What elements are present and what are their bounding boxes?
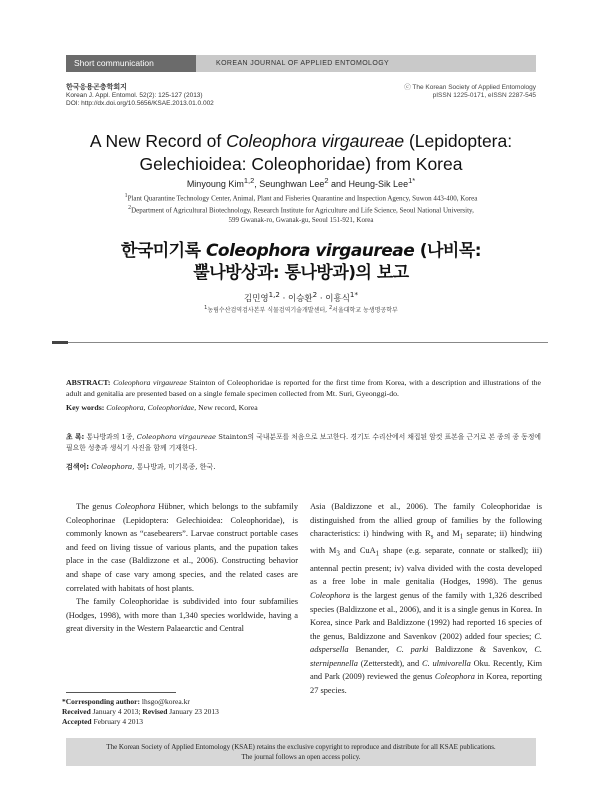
copyright-block (404, 84, 536, 100)
society-copyright: ⓒ The Korean Society of Applied Entomology (404, 84, 536, 91)
author-email[interactable]: lhsgo@korea.kr (140, 697, 190, 706)
abstract-kr: 초 록: 통나방과의 1종, Coleophora virgaureae Stainton의 국내분포를 처음으로 보고한다. 경기도 수리산에서 채집된 암컷 표본을 근거로 본 종의 종 동정에 필요한 성충과 생식기 사진을 함께 기재한다. (66, 433, 541, 452)
paragraph: The family Coleophoridae is subdivided into four subfamilies (Hodges, 1998), with more than 1,340 species worldwide, having a great diversity in the Western Palaearctic and Central (66, 597, 298, 634)
journal-name-kr: 한국응용곤충학회지 (66, 84, 127, 91)
doi-link[interactable]: DOI: http://dx.doi.org/10.5656/KSAE.2013.01.0.002 (66, 100, 214, 107)
author-list-kr: 김민영$^{1,2}$ · 이승환$^2$ · 이흥식$^{1*}$ (244, 290, 358, 304)
copyright-footer: The Korean Society of Applied Entomology (KSAE) retains the exclusive copyright to reproduce and distribute for all KSAE publications. The journal follows an open access policy. (66, 738, 536, 766)
affiliations (66, 192, 536, 225)
corresponding-author: *Corresponding author: lhsgo@korea.kr (62, 697, 190, 706)
footnote-divider (66, 692, 176, 693)
title-species: Coleophora virgaureae (226, 131, 405, 151)
affiliations-kr: $^1$농림수산검역검사본부 식물검역기술개발센터, $^2$서울대학교 농생명공학부 (204, 305, 398, 314)
keywords: Key words: Coleophora, Coleophoridae, New record, Korea (66, 403, 258, 412)
citation: Korean J. Appl. Entomol. 52(2): 125-127 (2013) (66, 92, 203, 99)
issn: pISSN 1225-0171, eISSN 2287-545 (432, 92, 536, 99)
article-title-kr: 한국미기록 Coleophora virgaureae (나비목: 뿔나방상과: 통나방과)의 보고 (120, 241, 482, 283)
paragraph: The genus Coleophora Hübner, which belongs to the subfamily Coleophorinae (Lepidoptera: Gelechioidea: Coleophoridae), is commonly known as “casebearers”. Larvae construct portable cases and feed on living tissue of various plants, and the pupation takes place in the case (Baldizzone et al., 2006). Constructing behavior and shape of case vary among species, and the related cases are correlated with habitats of host plants. (66, 502, 299, 593)
body-column-left (66, 500, 298, 636)
footnotes (62, 697, 219, 727)
keywords-kr: 검색어: Coleophora, 통나방과, 미기록종, 한국. (66, 463, 216, 471)
author-list: Minyoung Kim$^{1,2}$, Seunghwan Lee$^2$ and Heung-Sik Lee$^{1*}$ (186, 176, 416, 189)
body-column-right (310, 500, 542, 698)
affiliation-1: $^1$Plant Quarantine Technology Center, Animal, Plant and Fisheries Quarantine and Inspection Agency, Suwon 443-400, Korea (124, 193, 478, 203)
running-header (66, 55, 536, 72)
received-dates: Received January 4 2013; Revised January 23 2013 (62, 707, 219, 716)
citation-block (66, 84, 214, 108)
affiliation-2: $^2$Department of Agricultural Biotechnology, Research Institute for Agriculture and Life Science, Seoul National University, (128, 204, 474, 215)
accepted-date: Accepted February 4 2013 (62, 717, 144, 726)
section-divider (52, 342, 548, 343)
section-label: Short communication (66, 55, 196, 72)
paragraph: Asia (Baldizzone et al., 2006). The family Coleophoridae is distinguished from the allied group of families by the following characteristics: i) hindwing with $R_s$ and $M_1$ separate; ii) hindwing with $M_3$ and CuA$_1$ shape (e.g. separate, connate or stalked); iii) antennal pectin present; iv) valva divided with the costa developed as a free lobe in male genitalia (Hodges, 1998). The genus Coleophora is the largest genus of the family with 1,326 described species (Baldizzone et al., 2006), and it is a single genus in Korea. In Korea, since Park and Baldizzone (1992) had reported 16 species of the genus, Baldizzone and Savenkov (2002) added four species; C. adspersella Benander, C. parki Baldizzone & Savenkov, C. sternipennella (Zetterstedt), and C. ulmivorella Oku. Recently, Kim and Park (2009) reviewed the genus Coleophora in Korea, reporting 27 species. (310, 502, 543, 696)
affiliation-2-address: 599 Gwanak-ro, Gwanak-gu, Seoul 151-921, Korea (228, 215, 374, 224)
abstract: ABSTRACT: Coleophora virgaureae Stainton of Coleophoridae is reported for the first time from Korea, with a description and illustrations of the adult and genitalia are presented based on a single female specimen collected from Mt. Suri, Gyeonggi-do. (66, 378, 541, 398)
article-title: A New Record of Coleophora virgaureae (Lepidoptera: Gelechioidea: Coleophoridae) from Korea (89, 131, 513, 174)
journal-name: KOREAN JOURNAL OF APPLIED ENTOMOLOGY (196, 55, 536, 72)
